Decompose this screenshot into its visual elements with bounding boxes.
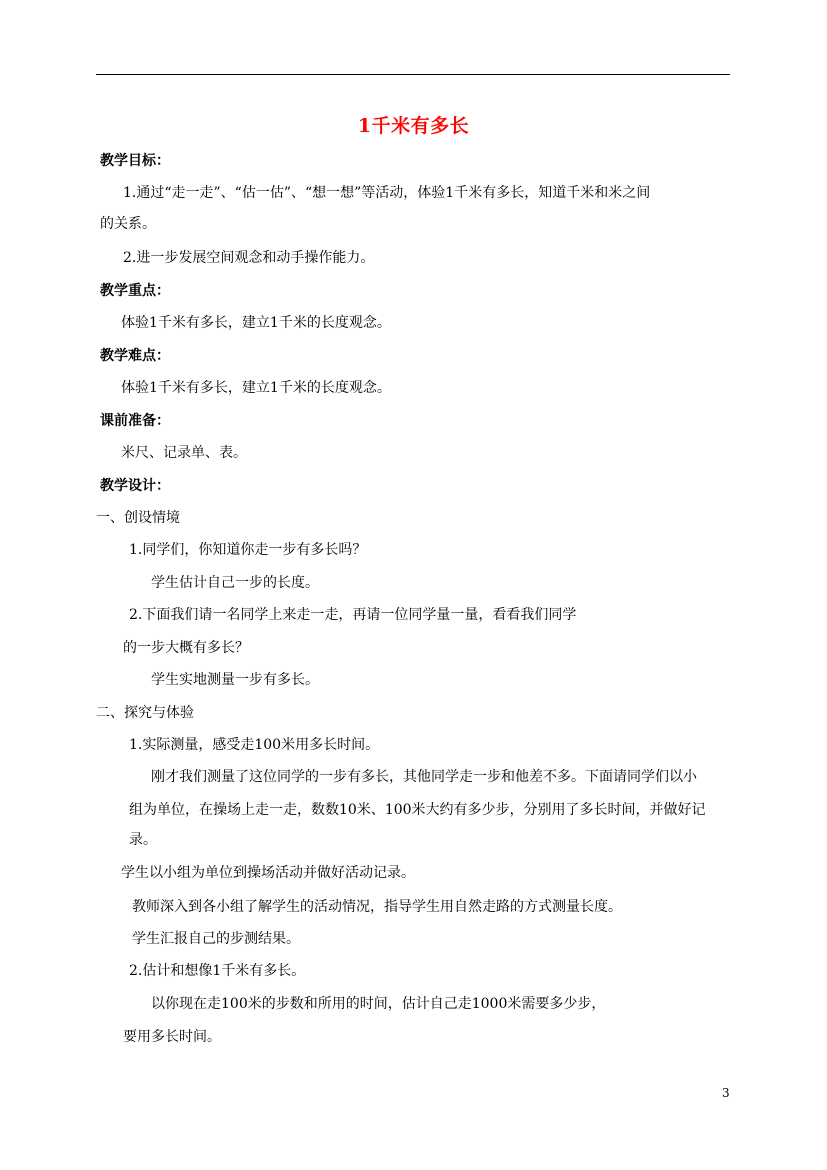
paragraph-line: 1.通过“走一走”、“估一估”、“想一想”等活动，体验1千米有多长，知道千米和米之间 [123, 185, 651, 201]
paragraph-line: 学生汇报自己的步测结果。 [132, 931, 300, 947]
heading-objectives: 教学目标： [100, 153, 170, 169]
heading-difficulties: 教学难点： [100, 348, 170, 364]
section-heading: 二、探究与体验 [96, 705, 194, 721]
page-number: 3 [722, 1086, 730, 1100]
paragraph-line: 2.下面我们请一名同学上来走一走，再请一位同学量一量，看看我们同学 [129, 607, 577, 623]
heading-key-points: 教学重点： [100, 283, 170, 299]
paragraph-line: 体验1千米有多长，建立1千米的长度观念。 [121, 380, 391, 396]
paragraph-line: 组为单位，在操场上走一走，数数10米、100米大约有多少步，分别用了多长时间，并做好记 [129, 802, 706, 818]
paragraph-line: 1.同学们，你知道你走一步有多长吗？ [129, 542, 367, 558]
paragraph-line: 体验1千米有多长，建立1千米的长度观念。 [121, 315, 391, 331]
paragraph-line: 的关系。 [100, 216, 156, 232]
paragraph-line: 学生实地测量一步有多长。 [151, 672, 319, 688]
paragraph-line: 以你现在走100米的步数和所用的时间，估计自己走1000米需要多少步， [151, 996, 606, 1012]
paragraph-line: 2.进一步发展空间观念和动手操作能力。 [123, 250, 375, 266]
paragraph-line: 2.估计和想像1千米有多长。 [129, 963, 306, 979]
section-heading: 一、创设情境 [96, 510, 180, 526]
paragraph-line: 刚才我们测量了这位同学的一步有多长，其他同学走一步和他差不多。下面请同学们以小 [151, 769, 697, 785]
paragraph-line: 要用多长时间。 [123, 1029, 221, 1045]
paragraph-line: 录。 [129, 832, 157, 848]
paragraph-line: 学生以小组为单位到操场活动并做好活动记录。 [121, 865, 415, 881]
header-rule [96, 74, 730, 75]
paragraph-line: 的一步大概有多长？ [123, 640, 249, 656]
paragraph-line: 教师深入到各小组了解学生的活动情况，指导学生用自然走路的方式测量长度。 [132, 899, 622, 915]
heading-preparation: 课前准备： [100, 413, 170, 429]
document-title: 1千米有多长 [357, 115, 470, 137]
paragraph-line: 米尺、记录单、表。 [121, 445, 247, 461]
paragraph-line: 1.实际测量，感受走100米用多长时间。 [129, 737, 380, 753]
heading-design: 教学设计： [100, 478, 170, 494]
paragraph-line: 学生估计自己一步的长度。 [151, 575, 319, 591]
